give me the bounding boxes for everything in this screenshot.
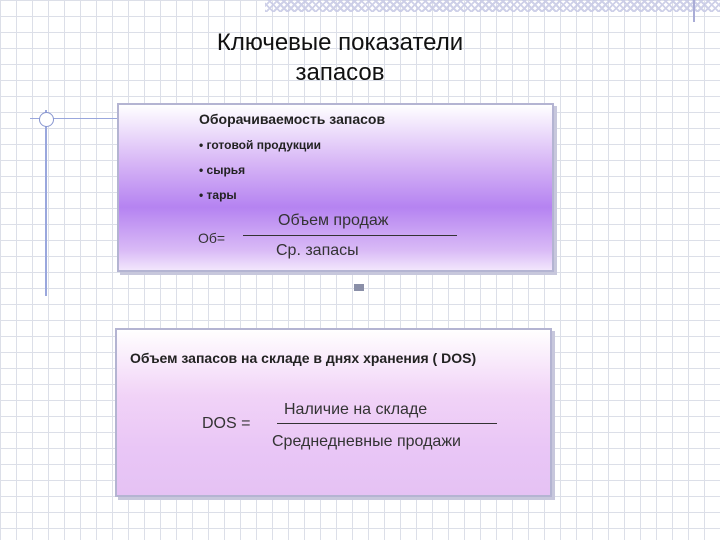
bullet-item: • готовой продукции (199, 138, 322, 152)
dos-formula-label: DOS = (202, 415, 251, 432)
dos-formula-numerator: Наличие на складе (284, 401, 428, 418)
slide-title-line1: Ключевые показатели (216, 29, 464, 56)
bullet-item: • сырья (199, 163, 246, 177)
fraction-line (277, 423, 497, 424)
turnover-formula-label: Об= (198, 230, 226, 246)
decorative-corner-line (693, 0, 695, 22)
dos-formula-denominator: Среднедневные продажи (272, 433, 461, 450)
days-of-supply-heading: Объем запасов на складе в днях хранения ( DOS) (130, 350, 477, 366)
slide-title-line2: запасов (295, 59, 385, 86)
slide-title (195, 28, 485, 88)
turnover-formula-denominator: Ср. запасы (276, 242, 359, 259)
bullet-item: • тары (199, 188, 237, 202)
decorative-circle-icon (39, 112, 54, 127)
days-of-supply-box (115, 328, 552, 497)
decorative-hatch-pattern (265, 0, 720, 12)
inventory-turnover-box (117, 103, 554, 272)
turnover-formula-numerator: Объем продаж (278, 212, 389, 229)
decorative-vertical-line (45, 110, 47, 296)
inventory-turnover-heading: Оборачиваемость запасов (199, 111, 386, 127)
fraction-line (243, 235, 457, 236)
decorative-square (354, 284, 364, 291)
